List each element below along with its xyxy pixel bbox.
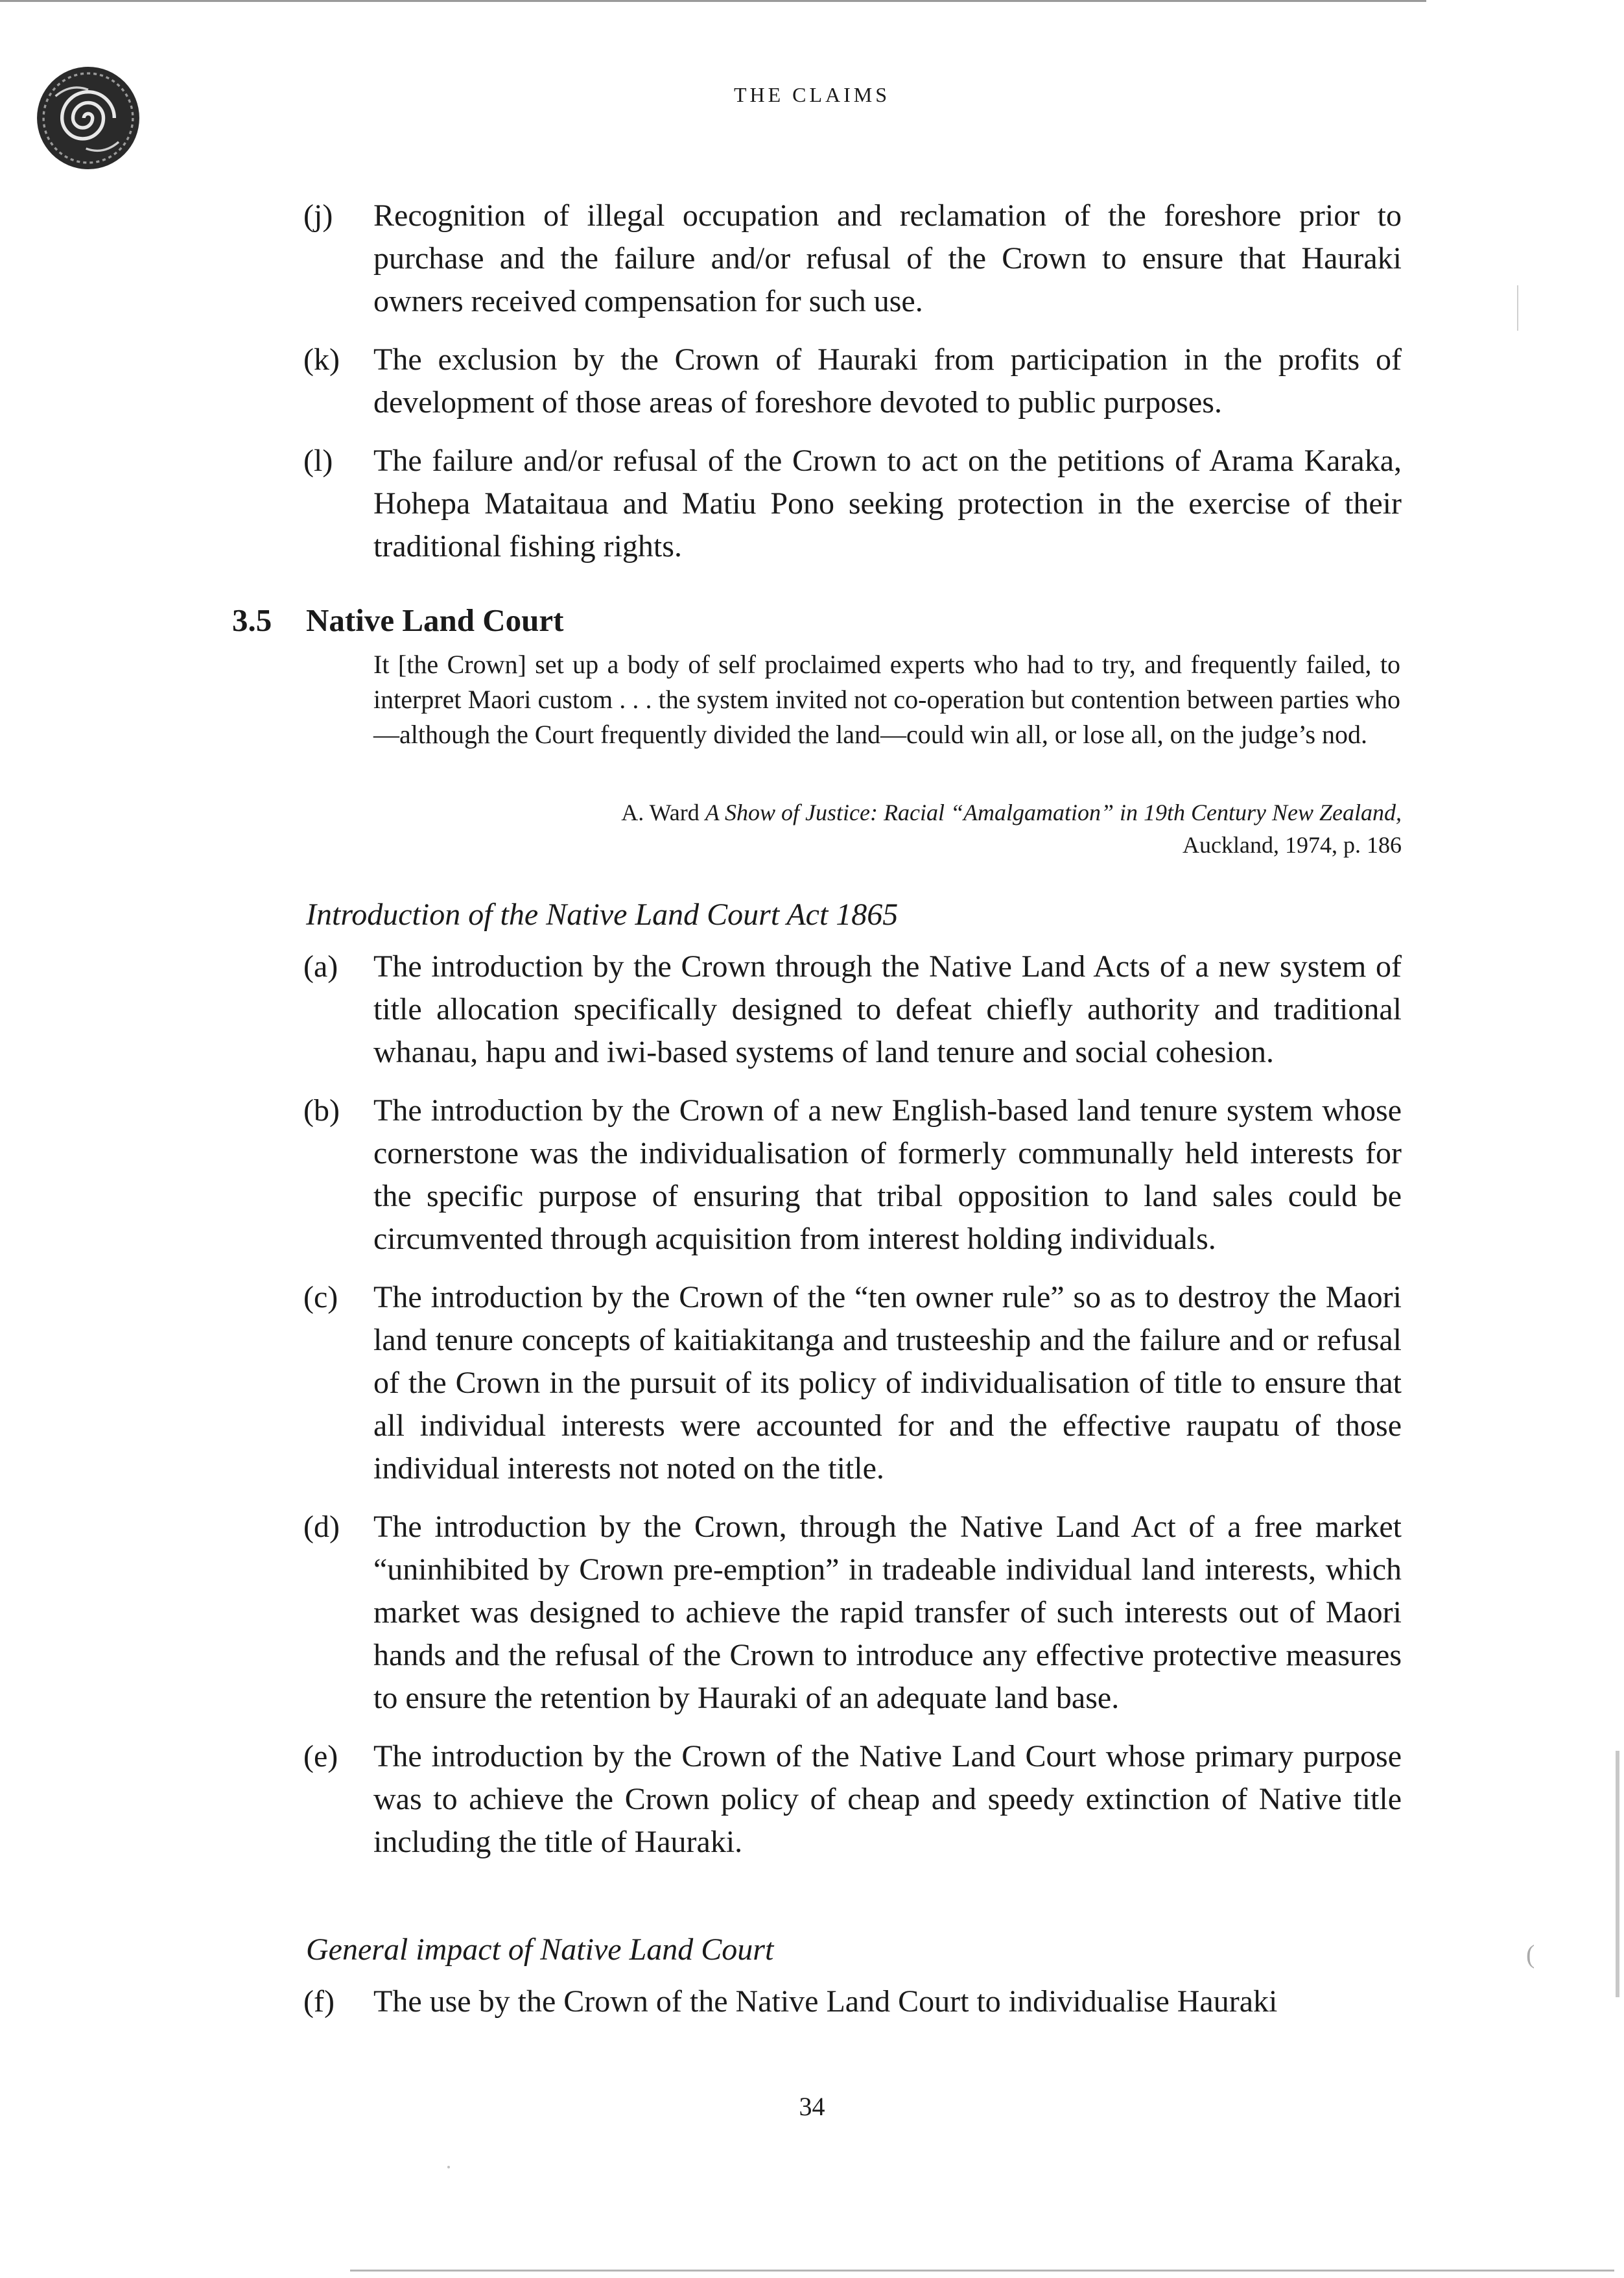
claims-list-native-land-acts [303,945,1402,1879]
list-item [303,1276,1402,1490]
scan-edge-bottom [350,2270,1614,2272]
item-text: The failure and/or refusal of the Crown to act on the petitions of Arama Karaka, Hohepa Mataitaua and Matiu Pono seeking protection in the exercise of their traditional fishing rights. [373,444,1402,564]
epigraph-quote: It [the Crown] set up a body of self proclaimed experts who had to try, and frequently failed, to interpret Maori custom . . . the system invited not co-operation but contention between parties who—although the Court frequently divided the land—could win all, or lose all, on the judge’s nod. [373,650,1400,749]
item-label: (d) [303,1510,340,1544]
list-item [303,945,1402,1074]
item-label: (a) [303,949,338,984]
item-text: The exclusion by the Crown of Hauraki from participation in the profits of development of those areas of foreshore devoted to public purposes. [373,342,1402,420]
list-item [303,440,1402,568]
list-item [303,1506,1402,1720]
item-text: The use by the Crown of the Native Land Court to individualise Hauraki [373,1984,1278,2019]
quote-author: A. Ward [621,800,700,825]
item-label: (j) [303,198,333,233]
item-label: (e) [303,1739,338,1774]
subheading-introduction: Introduction of the Native Land Court Act 1865 [306,897,899,932]
item-label: (c) [303,1280,338,1314]
section-number: 3.5 [232,602,272,638]
quote-work-title: A Show of Justice: Racial “Amalgamation” in 19th Century New Zealand, [705,800,1402,825]
section-title: Native Land Court [306,602,564,638]
quote-attribution [519,796,1402,861]
claims-list-general-impact [303,1980,1402,2039]
list-item [303,1089,1402,1261]
item-text: The introduction by the Crown of a new English-based land tenure system whose cornerstone was the individualisation of formerly communally held interests for the specific purpose of ensuring that tribal opposition to land sales could be circumvented through acquisition from interest holding individuals. [373,1093,1402,1256]
claims-list-foreshore [303,195,1402,584]
item-label: (b) [303,1093,340,1128]
scan-artifact-dot [447,2166,450,2168]
item-text: The introduction by the Crown through the Native Land Acts of a new system of title allocation specifically designed to defeat chiefly authority and traditional whanau, hapu and iwi-based systems of land tenure and social cohesion. [373,949,1402,1069]
running-head: THE CLAIMS [733,83,891,106]
item-text: The introduction by the Crown of the “ten owner rule” so as to destroy the Maori land tenure concepts of kaitiakitanga and trusteeship and the failure and or refusal of the Crown in the pursuit of its policy of individualisation of title to ensure that all individual interests were accounted for and the effective raupatu of those individual interests not noted on the title. [373,1280,1402,1486]
scan-artifact-bracket: ( [1526,1940,1535,1969]
item-text: The introduction by the Crown, through the Native Land Act of a free market “uninhibited by Crown pre-emption” in tradeable individual land interests, which market was designed to achieve the rapid transfer of such interests out of Maori hands and the refusal of the Crown to introduce any effective protective measures to ensure the retention by Hauraki of an adequate land base. [373,1510,1402,1715]
item-label: (k) [303,342,340,377]
item-text: Recognition of illegal occupation and reclamation of the foreshore prior to purchase and the failure and/or refusal of the Crown to ensure that Hauraki owners received compensation for such use. [373,198,1402,318]
scan-edge-right [1616,1751,1619,1997]
list-item [303,195,1402,323]
subheading-general-impact: General impact of Native Land Court [306,1932,774,1967]
list-item [303,1735,1402,1864]
list-item [303,338,1402,424]
quote-publication: Auckland, 1974, p. 186 [1183,832,1402,858]
scan-artifact-mark [1517,285,1518,331]
scan-edge-top [0,0,1426,2]
item-label: (f) [303,1984,335,2019]
list-item [303,1980,1402,2023]
item-text: The introduction by the Crown of the Native Land Court whose primary purpose was to achieve the Crown policy of cheap and speedy extinction of Native title including the title of Hauraki. [373,1739,1402,1859]
page-number: 34 [799,2092,825,2121]
koru-spiral-emblem-icon [34,64,143,172]
item-label: (l) [303,444,333,478]
